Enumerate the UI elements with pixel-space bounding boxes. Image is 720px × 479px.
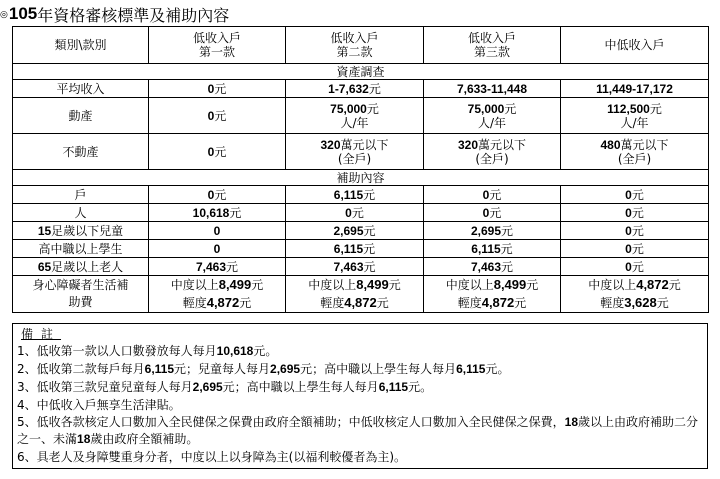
- table-header-row: [13, 27, 709, 64]
- row-label: 動產: [13, 98, 149, 134]
- note-1: 1、低收第一款以人口數發放每人每月10,618元。: [17, 344, 278, 358]
- table-row: 動產 0元 75,000元 人/年 75,000元 人/年 112,500元 人/年: [13, 98, 709, 134]
- title-year: 105: [8, 4, 38, 23]
- header-col1: 低收入戶 第一款: [149, 27, 286, 64]
- table-row: 平均收入 0元 1-7,632元 7,633-11,448 11,449-17,172: [13, 80, 709, 98]
- table-row: 15足歲以下兒童 0 2,695元 2,695元 0元: [13, 222, 709, 240]
- row-label: 人: [13, 204, 149, 222]
- title-text: 年資格審核標準及補助內容: [37, 5, 230, 25]
- row-label: 15足歲以下兒童: [13, 222, 149, 240]
- row-label: 戶: [13, 186, 149, 204]
- note-5: 5、低收各款核定人口數加入全民健保之保費由政府全額補助；中低收核定人口數加入全民健保之保費，18歲以上由政府補助二分之一、未滿18歲由政府全額補助。: [17, 415, 699, 446]
- row-label: 平均收入: [13, 80, 149, 98]
- header-category: 類別\款別: [13, 27, 149, 64]
- row-label: 高中職以上學生: [13, 240, 149, 258]
- section-row-assets: [13, 64, 709, 80]
- note-3: 3、低收第三款兒童兒童每人每月2,695元；高中職以上學生每人每月6,115元。: [17, 380, 433, 394]
- note-4: 4、中低收入戶無享生活津貼。: [17, 398, 181, 412]
- table-row: 戶 0元 6,115元 0元 0元: [13, 186, 709, 204]
- row-label: 身心障礙者生活補 助費: [13, 276, 149, 313]
- section-row-subsidy: [13, 170, 709, 186]
- section-subsidy: 補助內容: [13, 170, 709, 186]
- title-mark: ◎: [0, 10, 8, 20]
- note-2: 2、低收第二款每戶每月6,115元；兒童每人每月2,695元；高中職以上學生每人每月6,115元。: [17, 362, 510, 376]
- notes-box: [12, 323, 708, 469]
- section-assets: 資產調查: [13, 64, 709, 80]
- table-row: 高中職以上學生 0 6,115元 6,115元 0元: [13, 240, 709, 258]
- header-col2: 低收入戶 第二款: [286, 27, 424, 64]
- notes-heading: 備註: [21, 327, 62, 341]
- page-title: [0, 3, 229, 25]
- header-col3: 低收入戶 第三款: [424, 27, 561, 64]
- table-row: 不動產 0元 320萬元以下 (全戶) 320萬元以下 (全戶) 480萬元以下 (全戶): [13, 134, 709, 170]
- table-row: 人 10,618元 0元 0元 0元: [13, 204, 709, 222]
- row-label: 65足歲以上老人: [13, 258, 149, 276]
- row-label: 不動產: [13, 134, 149, 170]
- header-col4: 中低收入戶: [561, 27, 709, 64]
- note-6: 6、具老人及身障雙重身分者，中度以上以身障為主(以福利較優者為主)。: [17, 450, 407, 464]
- subsidy-table: [12, 26, 709, 313]
- table-row: 65足歲以上老人 7,463元 7,463元 7,463元 0元: [13, 258, 709, 276]
- table-row: 身心障礙者生活補 助費 中度以上8,499元 輕度4,872元 中度以上8,499元 輕度4,872元 中度以上8,499元 輕度4,872元 中度以上4,872元 輕度3,628元: [13, 276, 709, 313]
